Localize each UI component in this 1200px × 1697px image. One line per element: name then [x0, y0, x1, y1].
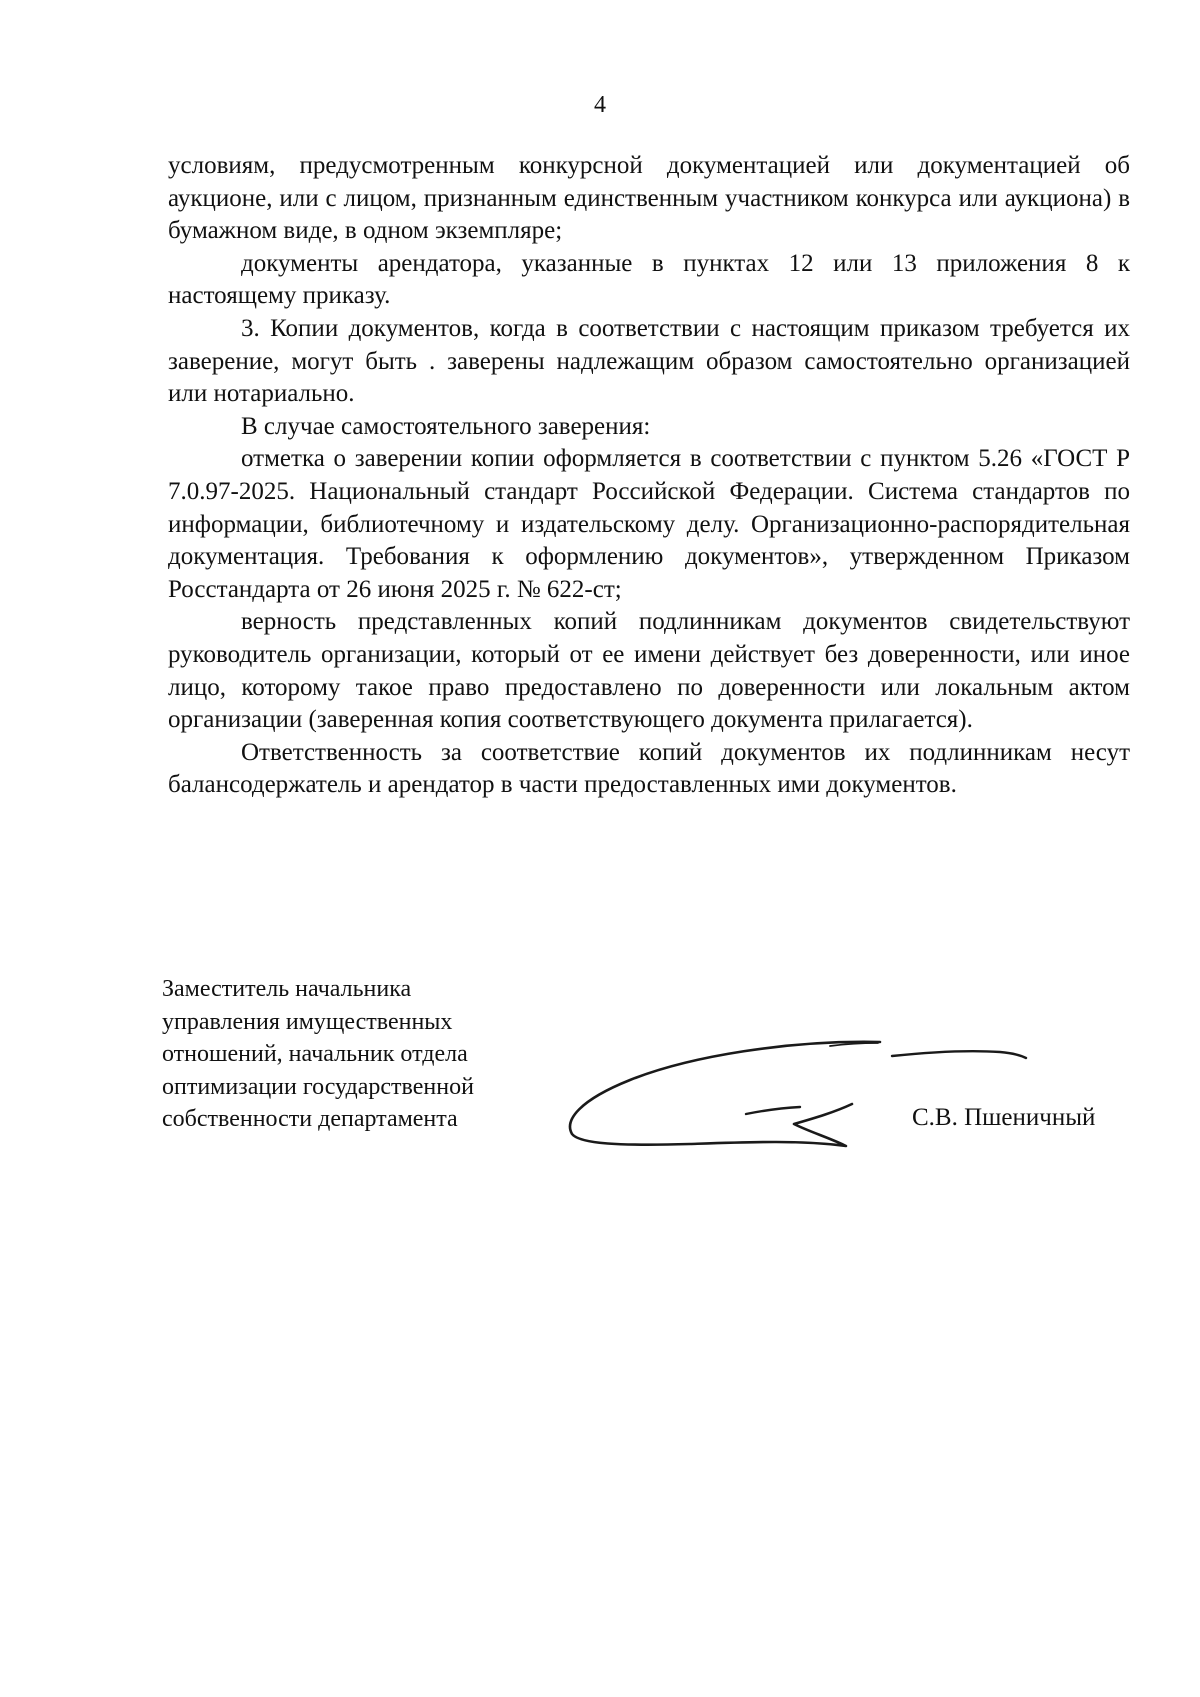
signatory-title-line: управления имущественных: [162, 1008, 453, 1035]
signatory-title-line: Заместитель начальника: [162, 976, 412, 1002]
paragraph-certification-mark: отметка о заверении копии оформляется в соответствии с пунктом 5.26 «ГОСТ Р 7.0.97-2025. Национальный стандарт Российской Федерации. Система стандартов по информации, библиотечному и издательскому делу. Организационно-распорядительная документация. Требования к оформлению документов», утвержденном Приказом Росстандарта от 26 июня 2025 г. № 622-ст;: [168, 445, 1130, 603]
paragraph-lessee-documents: документы арендатора, указанные в пунктах 12 или 13 приложения 8 к настоящему приказу.: [168, 249, 1130, 310]
signatory-title-line: оптимизации государственной: [162, 1073, 474, 1100]
signatory-title-line: отношений, начальник отдела: [162, 1041, 468, 1067]
paragraph-self-certification-heading: В случае самостоятельного заверения:: [241, 412, 651, 440]
signatory-name: С.В. Пшеничный: [912, 1104, 1096, 1131]
paragraph-item-3: 3. Копии документов, когда в соответствии с настоящим приказом требуется их заверение, могут быть . заверены надлежащим образом самостоятельно организацией или нотариально.: [168, 314, 1130, 408]
paragraph-copy-fidelity: верность представленных копий подлинникам документов свидетельствуют руководитель организации, который от ее имени действует без доверенности, или иное лицо, которому такое право предоставлено по доверенности или локальным актом организации (заверенная копия соответствующего документа прилагается).: [168, 608, 1130, 734]
paragraph-continuation: условиям, предусмотренным конкурсной документацией или документацией об аукционе, или с лицом, признанным единственным участником конкурса или аукциона) в бумажном виде, в одном экземпляре;: [168, 152, 1130, 245]
signatory-title: [162, 973, 582, 1136]
document-body: [168, 150, 1130, 802]
paragraph-responsibility: Ответственность за соответствие копий документов их подлинникам несут балансодержатель и арендатор в части предоставленных ими документов.: [168, 738, 1130, 799]
signatory-title-line: собственности департамента: [162, 1106, 458, 1132]
page-number: 4: [594, 92, 606, 118]
